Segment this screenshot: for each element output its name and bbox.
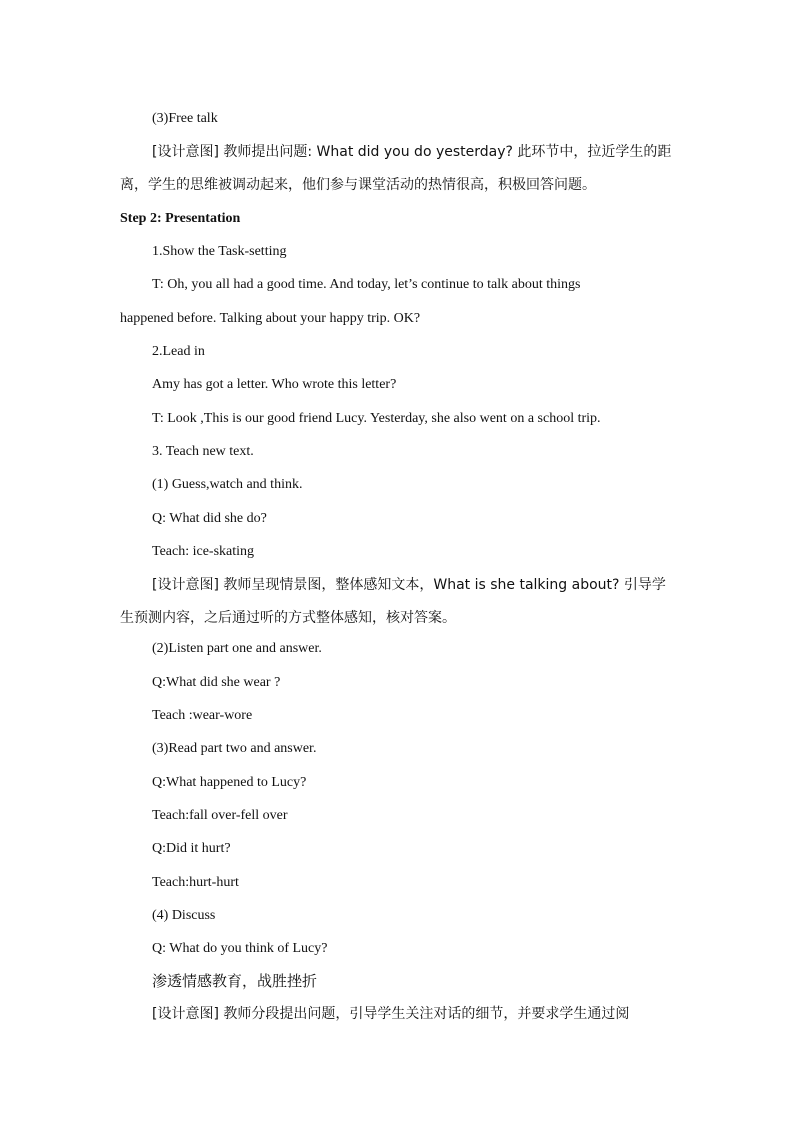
show-task-setting: 1.Show the Task-setting (152, 244, 287, 259)
question-what-happened: Q:What happened to Lucy? (152, 775, 307, 790)
teacher-line-2: happened before. Talking about your happy trip. OK? (120, 311, 421, 326)
design-intent-1-line-2: 离，学生的思维被调动起来，他们参与课堂活动的热情很高，积极回答问题。 (120, 177, 596, 193)
teacher-line-1: T: Oh, you all had a good time. And today, let’s continue to talk about things (152, 277, 581, 292)
step-2-heading: Step 2: Presentation (120, 211, 241, 226)
teach-fall-over: Teach:fall over-fell over (152, 808, 288, 823)
question-what-did-she-wear: Q:What did she wear ? (152, 675, 281, 690)
teacher-lucy-line: T: Look ,This is our good friend Lucy. Yesterday, she also went on a school trip. (152, 411, 601, 426)
discuss-heading: (4) Discuss (152, 908, 216, 923)
teach-new-text-heading: 3. Teach new text. (152, 444, 254, 459)
listen-part-one: (2)Listen part one and answer. (152, 641, 322, 656)
lead-in-heading: 2.Lead in (152, 344, 205, 359)
design-intent-2-line-1: [设计意图] 教师呈现情景图，整体感知文本，What is she talking about? 引导学 (152, 577, 666, 593)
design-intent-3-line-1: [设计意图] 教师分段提出问题，引导学生关注对话的细节，并要求学生通过阅 (152, 1006, 630, 1022)
design-intent-2-line-2: 生预测内容，之后通过听的方式整体感知，核对答案。 (120, 610, 456, 626)
teach-hurt: Teach:hurt-hurt (152, 875, 239, 890)
guess-watch-think: (1) Guess,watch and think. (152, 477, 303, 492)
amy-letter-line: Amy has got a letter. Who wrote this letter? (152, 377, 397, 392)
teach-wear-wore: Teach :wear-wore (152, 708, 253, 723)
read-part-two: (3)Read part two and answer. (152, 741, 317, 756)
emotional-education-line: 渗透情感教育，战胜挫折 (152, 972, 318, 990)
design-intent-1-line-1: [设计意图] 教师提出问题: What did you do yesterday? 此环节中，拉近学生的距 (152, 144, 672, 160)
question-did-it-hurt: Q:Did it hurt? (152, 841, 231, 856)
free-talk-heading: (3)Free talk (152, 111, 218, 126)
question-what-did-she-do: Q: What did she do? (152, 511, 267, 526)
teach-ice-skating: Teach: ice-skating (152, 544, 255, 559)
question-think-of-lucy: Q: What do you think of Lucy? (152, 941, 328, 956)
